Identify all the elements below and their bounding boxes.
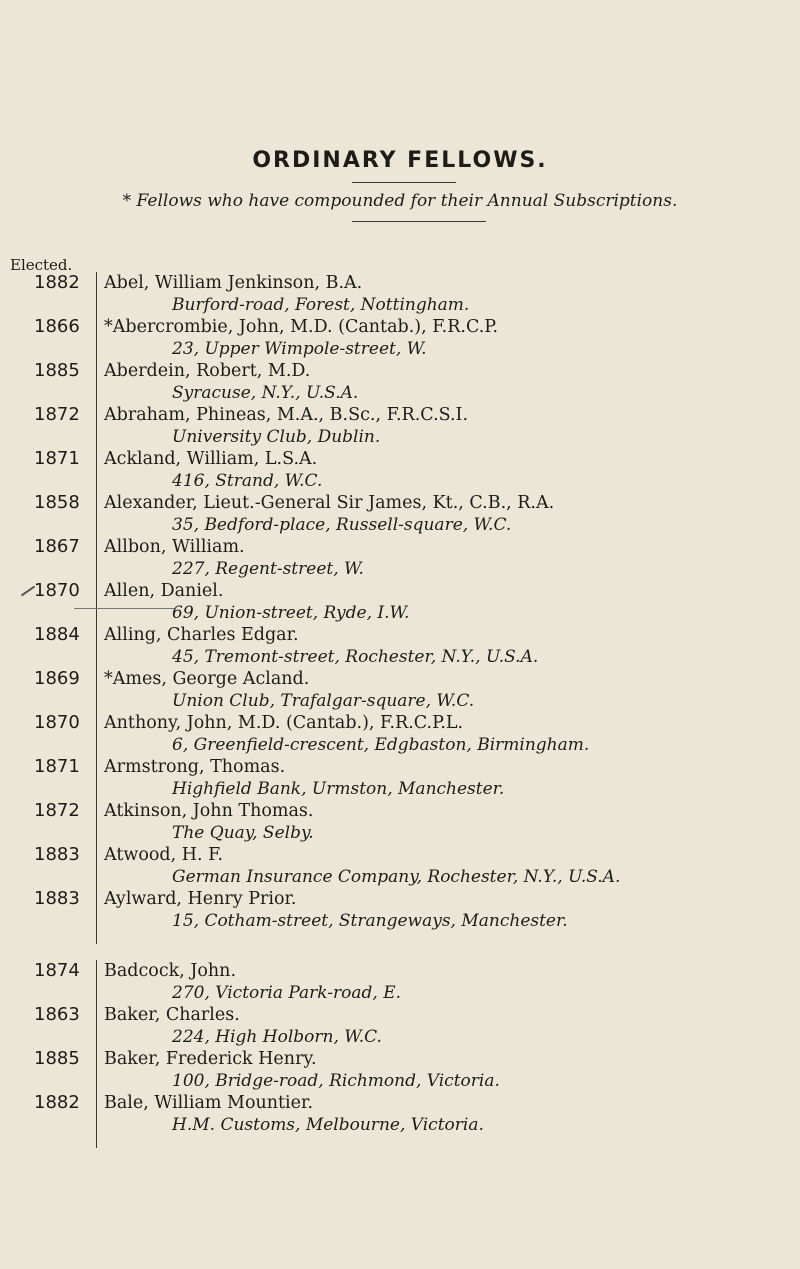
elected-year: 1883 (34, 888, 80, 909)
fellow-address: German Insurance Company, Rochester, N.Y., U.S.A. (172, 867, 621, 887)
fellow-address: 227, Regent-street, W. (172, 559, 364, 579)
fellow-name: Abraham, Phineas, M.A., B.Sc., F.R.C.S.I. (104, 405, 469, 425)
fellow-name: Baker, Frederick Henry. (104, 1049, 317, 1069)
fellow-name: *Ames, George Acland. (104, 669, 310, 689)
fellow-name: Bale, William Mountier. (104, 1093, 314, 1113)
elected-year: 1871 (34, 448, 80, 469)
fellow-address: Union Club, Trafalgar-square, W.C. (172, 691, 475, 711)
elected-year: 1858 (34, 492, 80, 513)
fellow-address: 270, Victoria Park-road, E. (172, 983, 402, 1003)
fellow-address: 35, Bedford-place, Russell-square, W.C. (172, 515, 512, 535)
fellow-name: Armstrong, Thomas. (104, 757, 286, 777)
elected-year: 1869 (34, 668, 80, 689)
title-rule (352, 182, 456, 183)
subtitle-rule (352, 221, 486, 222)
elected-year: 1866 (34, 316, 80, 337)
fellow-address: 45, Tremont-street, Rochester, N.Y., U.S.A. (172, 647, 539, 667)
fellow-address: University Club, Dublin. (172, 427, 381, 447)
fellow-name: Allen, Daniel. (104, 581, 224, 601)
pencil-mark (21, 586, 35, 597)
fellow-name: Ackland, William, L.S.A. (104, 449, 318, 469)
fellow-name: Allbon, William. (104, 537, 245, 557)
fellow-address: 224, High Holborn, W.C. (172, 1027, 382, 1047)
elected-year: 1867 (34, 536, 80, 557)
fellow-address: 416, Strand, W.C. (172, 471, 323, 491)
fellow-name: Alexander, Lieut.-General Sir James, Kt., C.B., R.A. (104, 493, 555, 513)
fellow-name: Abel, William Jenkinson, B.A. (104, 273, 363, 293)
pencil-dash (74, 608, 174, 609)
page-title: ORDINARY FELLOWS. (252, 148, 548, 173)
elected-year: 1882 (34, 1092, 80, 1113)
elected-year: 1871 (34, 756, 80, 777)
elected-year: 1885 (34, 1048, 80, 1069)
fellow-name: Badcock, John. (104, 961, 237, 981)
fellow-address: Syracuse, N.Y., U.S.A. (172, 383, 359, 403)
elected-column-header: Elected. (10, 256, 73, 274)
fellow-address: Highfield Bank, Urmston, Manchester. (172, 779, 505, 799)
fellow-name: Alling, Charles Edgar. (104, 625, 299, 645)
fellow-address: 23, Upper Wimpole-street, W. (172, 339, 427, 359)
elected-year: 1883 (34, 844, 80, 865)
fellow-address: 6, Greenfield-crescent, Edgbaston, Birmingham. (172, 735, 590, 755)
fellow-name: Anthony, John, M.D. (Cantab.), F.R.C.P.L. (104, 713, 464, 733)
fellow-name: Atwood, H. F. (104, 845, 224, 865)
elected-year: 1870 (34, 580, 80, 601)
elected-year: 1863 (34, 1004, 80, 1025)
fellow-address: H.M. Customs, Melbourne, Victoria. (172, 1115, 484, 1135)
fellow-address: Burford-road, Forest, Nottingham. (172, 295, 470, 315)
elected-year: 1872 (34, 404, 80, 425)
elected-year: 1874 (34, 960, 80, 981)
elected-year: 1872 (34, 800, 80, 821)
page-subtitle: * Fellows who have compounded for their Annual Subscriptions. (122, 191, 678, 211)
elected-year: 1882 (34, 272, 80, 293)
fellow-name: Atkinson, John Thomas. (104, 801, 314, 821)
elected-year: 1885 (34, 360, 80, 381)
column-divider-lower (96, 960, 97, 1148)
elected-year: 1884 (34, 624, 80, 645)
fellow-address: The Quay, Selby. (172, 823, 314, 843)
fellow-address: 15, Cotham-street, Strangeways, Manchester. (172, 911, 568, 931)
fellow-address: 100, Bridge-road, Richmond, Victoria. (172, 1071, 500, 1091)
fellow-name: Aberdein, Robert, M.D. (104, 361, 311, 381)
elected-year: 1870 (34, 712, 80, 733)
fellow-name: *Abercrombie, John, M.D. (Cantab.), F.R.C.P. (104, 317, 499, 337)
fellow-address: 69, Union-street, Ryde, I.W. (172, 603, 410, 623)
fellow-name: Aylward, Henry Prior. (104, 889, 297, 909)
fellow-name: Baker, Charles. (104, 1005, 240, 1025)
